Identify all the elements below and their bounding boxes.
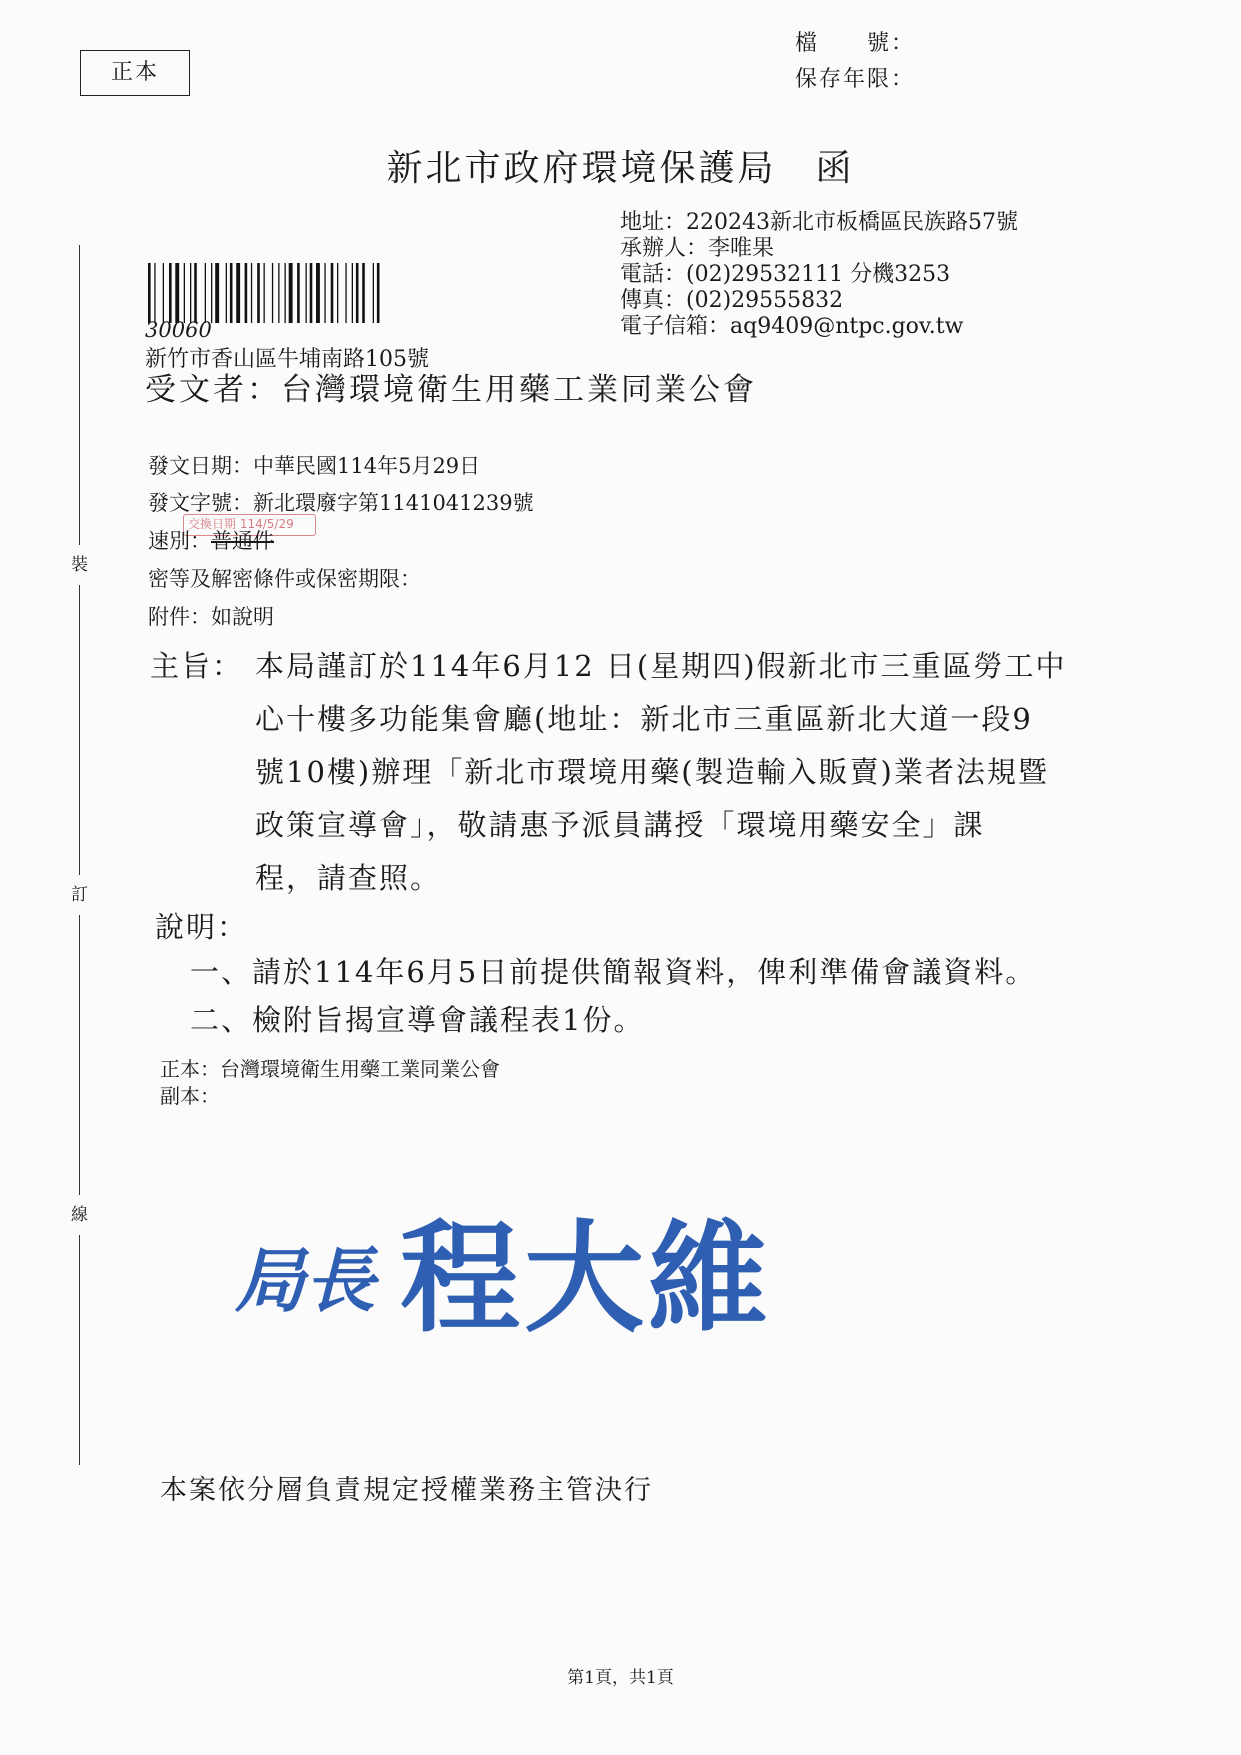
- retention-period-label: 保存年限：: [795, 67, 916, 92]
- binding-mark-ding: 訂: [71, 885, 88, 905]
- secrecy-level: 密等及解密條件或保密期限：: [148, 567, 421, 591]
- telephone: 電話：(02)29532111 分機3253: [620, 262, 951, 287]
- authorization-note: 本案依分層負責規定授權業務主管決行: [160, 1475, 653, 1506]
- page-number: 第1頁，共1頁: [567, 1668, 674, 1688]
- file-number-label: 檔 號：: [795, 31, 916, 56]
- postal-code: 30060: [145, 318, 212, 342]
- barcode-icon: [148, 263, 448, 323]
- original-copy-box: 正本: [80, 50, 190, 96]
- binding-line: [79, 585, 80, 875]
- binding-line: [79, 245, 80, 545]
- explanation-item: 一、請於114年6月5日前提供簡報資料，俾利準備會議資料。: [190, 955, 1037, 989]
- exchange-stamp: 交換日期 114/5/29: [183, 514, 316, 536]
- explanation-item: 二、檢附旨揭宣導會議程表1份。: [190, 1003, 645, 1037]
- copy-recipients: 副本：: [160, 1084, 220, 1108]
- binding-mark-xian: 線: [71, 1205, 88, 1225]
- recipient-address: 新竹市香山區牛埔南路105號: [145, 347, 429, 372]
- fax: 傳真：(02)29555832: [620, 288, 844, 313]
- subject-line: 號10樓)辦理「新北市環境用藥(製造輸入販賣)業者法規暨: [255, 755, 1049, 789]
- subject-line: 程，請查照。: [255, 861, 442, 895]
- delivery-speed: [148, 525, 274, 555]
- subject-label: 主旨：: [150, 649, 244, 683]
- email: 電子信箱：aq9409@ntpc.gov.tw: [620, 314, 964, 339]
- document-title: 新北市政府環境保護局 函: [386, 148, 855, 189]
- original-recipients: 正本：台灣環境衛生用藥工業同業公會: [160, 1057, 500, 1081]
- signature-name: 程大維: [400, 1208, 772, 1340]
- document-number: 發文字號：新北環廢字第1141041239號: [148, 491, 534, 515]
- explanation-label: 說明：: [155, 910, 249, 944]
- subject-line: 本局謹訂於114年6月12 日(星期四)假新北市三重區勞工中: [255, 649, 1067, 683]
- attachment: 附件：如說明: [148, 605, 274, 629]
- subject-line: 心十樓多功能集會廳(地址：新北市三重區新北大道一段9: [255, 702, 1033, 736]
- director-signature: [225, 1195, 825, 1340]
- issue-date: 發文日期：中華民國114年5月29日: [148, 454, 481, 478]
- agency-address: 地址：220243新北市板橋區民族路57號: [620, 210, 1018, 235]
- binding-line: [79, 915, 80, 1195]
- signature-title: 局長: [235, 1239, 375, 1322]
- recipient: 受文者：台灣環境衛生用藥工業同業公會: [145, 372, 757, 408]
- binding-line: [79, 1235, 80, 1465]
- case-officer: 承辦人：李唯果: [620, 236, 775, 261]
- subject-line: 政策宣導會」，敬請惠予派員講授「環境用藥安全」課: [255, 808, 985, 842]
- delivery-speed-value: 普通件: [211, 529, 274, 553]
- binding-mark-zhuang: 裝: [71, 555, 88, 575]
- delivery-speed-label: 速別：: [148, 529, 211, 553]
